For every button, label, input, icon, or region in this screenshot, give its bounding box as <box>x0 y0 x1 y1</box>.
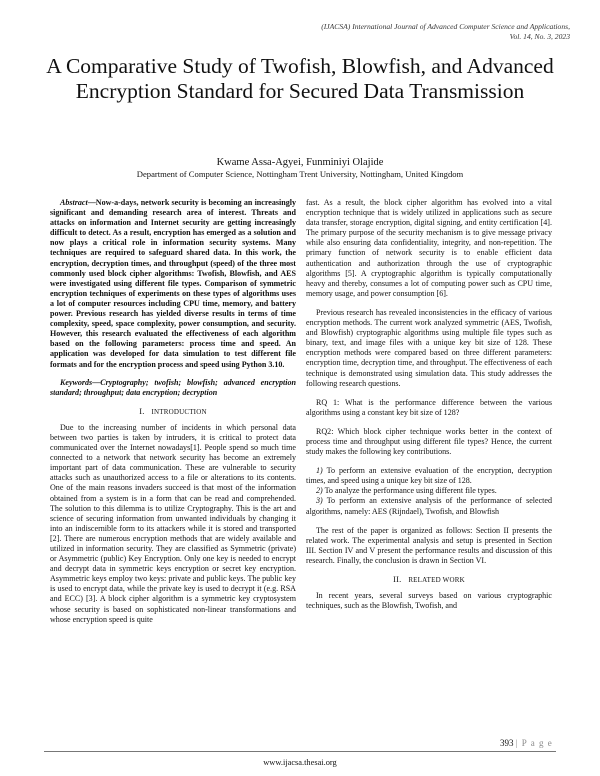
contribution-2 <box>306 486 552 496</box>
paper-authors: Kwame Assa-Agyei, Funminiyi Olajide <box>216 157 384 168</box>
section-title: RELATED WORK <box>408 576 465 584</box>
paper-affiliation: Department of Computer Science, Nottingham Trent University, Nottingham, United Kingdom <box>136 169 464 179</box>
abstract <box>50 198 296 370</box>
paper-organization: The rest of the paper is organized as follows: Section II presents the related work. The experimental analysis and setup is presented in Section III. Section IV and V present the performance results and discussion of this research. Finally, the conclusion is drawn in Section VI. <box>306 525 552 565</box>
section-title: INTRODUCTION <box>151 407 207 416</box>
section-number: I. <box>139 406 145 416</box>
intro-paragraph-2: Previous research has revealed inconsistencies in the efficacy of various encryption methods. The current work analyzed symmetric (AES, Twofish, and Blowfish) cryptographic algorithms using multiple file types such as binary, text, and image files with a unique key bit size of 128. These encryption methods were compared based on three different parameters: encryption time, decryption time, and throughput. The effectiveness of each technique is demonstrated using simulation data. This study addresses the following research questions. <box>306 307 552 388</box>
left-column <box>50 198 296 625</box>
journal-volume-line: Vol. 14, No. 3, 2023 <box>509 32 570 41</box>
section-number: II. <box>393 575 402 584</box>
research-question-2: RQ2: Which block cipher technique works better in the context of process time and throughput using different file types? Hence, the current study makes the following key contributions. <box>306 426 552 457</box>
journal-name-line: (IJACSA) International Journal of Advanced Computer Science and Applications, <box>321 22 570 31</box>
journal-header <box>210 22 570 42</box>
footer-divider <box>44 751 556 752</box>
paper-title: A Comparative Study of Twofish, Blowfish, and Advanced Encryption Standard for Secured Data Transmission <box>46 54 554 103</box>
related-work-paragraph-1: In recent years, several surveys based on various cryptographic techniques, such as the Blowfish, Twofish, and <box>306 591 552 611</box>
section-heading-related-work <box>306 575 552 585</box>
contribution-1 <box>306 466 552 486</box>
footer-url: www.ijacsa.thesai.org <box>263 758 337 767</box>
contribution-number: 1) <box>316 466 323 476</box>
page-number <box>500 738 553 748</box>
abstract-text: —Now-a-days, network security is becoming an increasingly significant and demanding research area of interest. Threats and attacks on information and Internet security are getting increasingly difficult to detect. As a result, encryption has emerged as a solution and now plays a critical role in information security systems. Many techniques are required to safeguard shared data. In this work, the encryption, decryption times, and throughput (speed) of the three most commonly used block cipher algorithms: Twofish, Blowfish, and AES were investigated using different file types. Comparison of symmetric encryption techniques of experiments on these types of algorithms uses a lot of computer resources including CPU time, memory, and battery power. Previous research has yielded diverse results in terms of time complexity, speed, space complexity, power consumption, and security. However, this research evaluated the effectiveness of each algorithm based on the following parameters: process time and speed. An application was developed for data simulation to test different file formats and for the encryption process and speed using Python 3.10. <box>50 198 296 369</box>
contribution-number: 3) <box>316 496 323 506</box>
intro-paragraph-1-continued: fast. As a result, the block cipher algorithm has evolved into a vital encryption technique that is widely utilized in applications such as secure data transfer, storage encryption, digital signing, and entity certification [4]. The primary purpose of the security mechanism is to give message privacy while also ensuring data confidentiality, integrity, and non-repetition. The primary function of network security is to enable efficient data authentication and authorization through the use of cryptographic algorithms [5]. A cryptographic algorithm is typically computationally heavy and thereby, consumes a lot of computing power such as CPU time, memory usage, and power consumption [6]. <box>306 198 552 298</box>
right-column <box>306 198 552 611</box>
contribution-number: 2) <box>316 486 323 496</box>
section-heading-introduction <box>50 407 296 417</box>
intro-paragraph-1: Due to the increasing number of incidents in which personal data between two parties is taken by intruders, it is critical to protect data communicated over the Internet nowadays[1]. People spend so much time connected to a network that network security has become an extremely important part of data communication. These are vulnerable to security attacks such as unauthorized access to a file or alterations to its contents. One of the main reasons invaders succeed is that most of the information obtained from a system is in a form that can be read and comprehended. The solution to this dilemma is to utilize Cryptography. This is the art and science of securing information from unwanted individuals by changing it into an indiscernible form to its attackers while it is stored and transported [2]. There are numerous encryption methods that are widely available and utilized in information security. They are classified as Symmetric (private) or Asymmetric (public) Key Encryption. Only one key is needed to encrypt and decrypt data in symmetric keys encryption or secret key encryption. Asymmetric keys employ two keys: private and public keys. The public key is used to encrypt data, while the private key is used to decrypt it (e.g. RSA and ECC) [3]. A block cipher algorithm is a symmetric key cryptosystem whose security is based on sophisticated non-linear transformations and whose encryption speed is quite <box>50 422 296 624</box>
abstract-lead: Abstract <box>60 198 88 207</box>
page-label: | P a g e <box>515 738 553 748</box>
contribution-text: To perform an extensive analysis of the performance of selected algorithms, namely: AES (Rijndael), Twofish, and Blowfish <box>306 496 552 516</box>
page-number-value: 393 <box>500 738 514 748</box>
research-question-1: RQ 1: What is the performance difference between the various algorithms using a constant key bit size of 128? <box>306 397 552 417</box>
contribution-3 <box>306 496 552 516</box>
keywords: Keywords—Cryptography; twofish; blowfish; advanced encryption standard; throughput; data encryption; decryption <box>50 377 296 397</box>
contribution-text: To perform an extensive evaluation of the encryption, decryption times, and speed using a unique key bit size of 128. <box>306 466 552 486</box>
contribution-text: To analyze the performance using different file types. <box>324 486 497 496</box>
